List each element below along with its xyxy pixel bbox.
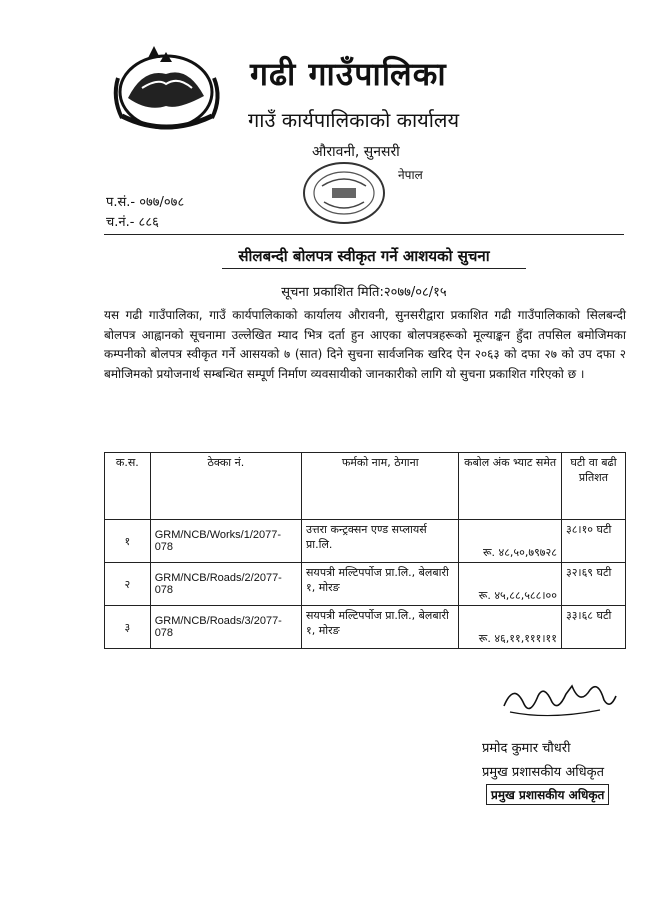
row-amount: रू. ४६,११,१११।११ [459,606,562,649]
row-percent: ३२।६९ घटी [561,563,625,606]
heading-underline [222,268,526,269]
row-firm: उत्तरा कन्ट्रक्सन एण्ड सप्लायर्स प्रा.लि. [302,520,459,563]
signatory-title: प्रमुख प्रशासकीय अधिकृत [482,765,605,780]
row-firm: सयपत्री मल्टिपर्पोज प्रा.लि., बेलबारी १, मोरङ [302,563,459,606]
publish-date: सूचना प्रकाशित मिति:२०७७/०८/१५ [281,285,447,300]
row-percent: ३३।६८ घटी [561,606,625,649]
designation-seal: प्रमुख प्रशासकीय अधिकृत [486,784,609,805]
org-title: गढी गाउँपालिका [250,55,447,93]
header-contract-no: ठेक्का नं. [150,453,301,520]
row-serial: २ [105,563,151,606]
bid-results-table [104,452,626,649]
header-serial: क.स. [105,453,151,520]
row-amount: रू. ४५,८८,५८८।०० [459,563,562,606]
signatory-name: प्रमोद कुमार चौधरी [482,741,571,756]
nepal-emblem-icon [108,38,226,138]
reference-number: प.सं.- ०७७/०७८ [106,195,185,210]
dispatch-number: च.नं.- ८८६ [106,215,159,230]
row-percent: ३८।१० घटी [561,520,625,563]
address-line: औरावनी, सुनसरी [312,144,400,160]
row-contract-no: GRM/NCB/Works/1/2077-078 [150,520,301,563]
header-percent: घटी वा बढी प्रतिशत [561,453,625,520]
table-row [105,520,626,563]
notice-heading: सीलबन्दी बोलपत्र स्वीकृत गर्ने आशयको सुचना [238,247,490,265]
row-contract-no: GRM/NCB/Roads/2/2077-078 [150,563,301,606]
row-serial: १ [105,520,151,563]
signature-icon [500,676,620,724]
table-row [105,606,626,649]
notice-body: यस गढी गाउँपालिका, गाउँ कार्यपालिकाको कार्यालय औरावनी, सुनसरीद्वारा प्रकाशित गढी गाउँपालिकाको सिलबन्दी बोलपत्र आह्वानको सूचनामा उल्लेखित म्याद भित्र दर्ता हुन आएका बोलपत्रहरूको मूल्याङ्कन हुँदा तपसिल बमोजिमका कम्पनीको बोलपत्र स्वीकृत गर्ने आसयको ७ (सात) दिने सुचना सार्वजनिक खरिद ऐन २०६३ को दफा २७ को उप दफा २ बमोजिमको प्रयोजनार्थ सम्बन्धित सम्पूर्ण निर्माण व्यवसायीको जानकारीको लागि यो सुचना प्रकाशित गरिएको छ । [104,308,626,381]
header-firm: फर्मको नाम, ठेगाना [302,453,459,520]
office-name: गाउँ कार्यपालिकाको कार्यालय [248,108,460,132]
header-divider [104,234,624,235]
table-header-row [105,453,626,520]
country-line: नेपाल [398,168,423,182]
header-amount: कबोल अंक भ्याट समेत [459,453,562,520]
row-firm: सयपत्री मल्टिपर्पोज प्रा.लि., बेलबारी १, मोरङ [302,606,459,649]
row-contract-no: GRM/NCB/Roads/3/2077-078 [150,606,301,649]
row-amount: रू. ४८,५०,७९७२८ [459,520,562,563]
office-stamp-icon [296,156,392,230]
table-row [105,563,626,606]
row-serial: ३ [105,606,151,649]
